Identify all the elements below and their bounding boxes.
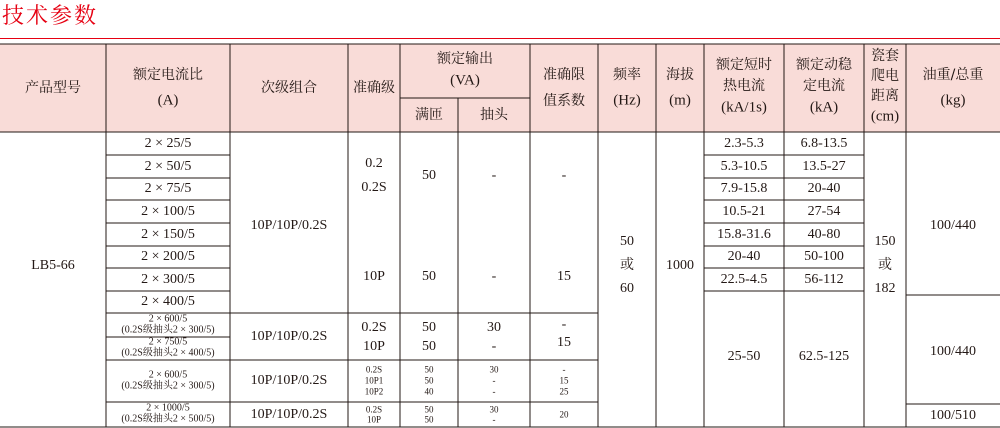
ratio-cell: 2 × 150/5 — [141, 226, 195, 242]
thermal-cell: 5.3-10.5 — [720, 158, 768, 174]
header-ratio: 额定电流比 — [133, 66, 203, 83]
header-alf-2: 值系数 — [543, 92, 585, 109]
header-dynamic-2: 定电流 — [803, 77, 845, 94]
accuracy-cell: 10P — [366, 414, 382, 425]
header-thermal-unit: (kA/1s) — [721, 99, 767, 116]
header-full: 满匝 — [415, 106, 443, 123]
dynamic-cell: 56-112 — [804, 271, 844, 287]
ratio-cell: 2 × 75/5 — [144, 180, 192, 196]
header-accuracy: 准确级 — [353, 79, 395, 96]
dynamic-cell: 13.5-27 — [802, 158, 846, 174]
thermal-cell: 10.5-21 — [722, 203, 766, 219]
combo-cell: 10P/10P/0.2S — [250, 406, 328, 422]
thermal-cell: 20-40 — [727, 248, 761, 264]
header-alf-1: 准确限 — [543, 66, 585, 83]
weight-cell: 100/440 — [930, 217, 976, 233]
alf-cell: - — [561, 316, 567, 332]
combo-cell: 10P/10P/0.2S — [250, 217, 328, 233]
tap-cell: - — [491, 167, 497, 183]
alf-cell: - — [562, 364, 566, 375]
model-cell: LB5-66 — [31, 257, 75, 273]
full-cell: 50 — [424, 414, 434, 425]
accuracy-cell: 10P — [363, 268, 385, 284]
header-creep-1: 瓷套 — [871, 47, 899, 64]
header-output: 额定输出 — [437, 50, 493, 67]
thermal-cell: 7.9-15.8 — [720, 180, 768, 196]
thermal-cell: 25-50 — [727, 348, 761, 364]
dynamic-cell: 6.8-13.5 — [800, 135, 848, 151]
header-freq: 频率 — [613, 66, 641, 83]
full-cell: 50 — [422, 319, 436, 335]
tap-cell: 30 — [487, 319, 501, 335]
tap-cell: - — [491, 338, 497, 354]
header-weight: 油重/总重 — [922, 66, 984, 83]
accuracy-cell: 0.2 — [365, 155, 383, 171]
dynamic-cell: 62.5-125 — [798, 348, 850, 364]
combo-cell: 10P/10P/0.2S — [250, 372, 328, 388]
creepage-cell: 182 — [874, 280, 896, 296]
tap-cell: - — [492, 386, 496, 397]
full-cell: 50 — [422, 268, 436, 284]
alf-cell: - — [561, 167, 567, 183]
alf-cell: 15 — [557, 334, 571, 350]
accuracy-cell: 0.2S — [365, 364, 383, 375]
page-title: 技术参数 — [2, 4, 99, 29]
freq-or: 或 — [620, 256, 634, 273]
header-dynamic-1: 额定动稳 — [796, 56, 852, 73]
thermal-cell: 22.5-4.5 — [720, 271, 768, 287]
header-creep-3: 距离 — [871, 87, 899, 104]
accuracy-cell: 10P1 — [364, 375, 384, 386]
alf-cell: 25 — [559, 386, 569, 397]
altitude-cell: 1000 — [666, 257, 694, 273]
dynamic-cell: 40-80 — [807, 226, 841, 242]
combo-cell: 10P/10P/0.2S — [250, 328, 328, 344]
tap-cell: 30 — [489, 404, 499, 415]
header-creep-2: 爬电 — [871, 67, 899, 84]
header-combo: 次级组合 — [261, 79, 317, 96]
alf-cell: 15 — [557, 268, 571, 284]
ratio-cell: 2 × 100/5 — [141, 203, 195, 219]
dynamic-cell: 20-40 — [807, 180, 841, 196]
full-cell: 50 — [422, 338, 436, 354]
accuracy-cell: 0.2S — [365, 404, 383, 415]
dynamic-cell: 50-100 — [804, 248, 844, 264]
header-weight-unit: (kg) — [940, 92, 966, 109]
header-tap: 抽头 — [480, 106, 508, 123]
tap-cell: - — [491, 268, 497, 284]
creepage-cell: 150 — [874, 233, 896, 249]
ratio-cell: 2 × 200/5 — [141, 248, 195, 264]
header-alt: 海拔 — [666, 66, 694, 83]
accuracy-cell: 10P — [363, 338, 385, 354]
tap-cell: 30 — [489, 364, 499, 375]
header-alt-unit: (m) — [669, 92, 691, 109]
accuracy-cell: 10P2 — [364, 386, 384, 397]
alf-cell: 15 — [559, 375, 569, 386]
weight-cell: 100/510 — [930, 407, 976, 423]
tap-cell: - — [492, 414, 496, 425]
dynamic-cell: 27-54 — [807, 203, 841, 219]
ratio-cell-small: 2 × 750/5 (0.2S级抽头2 × 400/5) — [121, 336, 215, 358]
header-model: 产品型号 — [25, 79, 81, 96]
header-output-unit: (VA) — [450, 72, 480, 89]
header-ratio-unit: (A) — [157, 92, 179, 109]
alf-cell: 20 — [559, 409, 569, 420]
ratio-cell: 2 × 50/5 — [144, 158, 192, 174]
full-cell: 50 — [424, 404, 434, 415]
header-dynamic-unit: (kA) — [809, 99, 839, 116]
accuracy-cell: 0.2S — [361, 319, 387, 335]
creepage-or: 或 — [878, 256, 892, 273]
full-cell: 50 — [424, 375, 434, 386]
freq-cell: 50 — [620, 233, 634, 249]
ratio-cell: 2 × 400/5 — [141, 293, 195, 309]
header-freq-unit: (Hz) — [613, 92, 641, 109]
ratio-cell-small: 2 × 1000/5 (0.2S级抽头2 × 500/5) — [121, 402, 215, 424]
ratio-cell-small: 2 × 600/5 (0.2S级抽头2 × 300/5) — [121, 369, 215, 391]
accuracy-cell: 0.2S — [361, 179, 387, 195]
weight-cell: 100/440 — [930, 343, 976, 359]
thermal-cell: 2.3-5.3 — [724, 135, 764, 151]
ratio-cell-small: 2 × 600/5 (0.2S级抽头2 × 300/5) — [121, 313, 215, 335]
full-cell: 40 — [424, 386, 434, 397]
header-thermal-2: 热电流 — [723, 77, 765, 94]
thermal-cell: 15.8-31.6 — [717, 226, 771, 242]
tap-cell: - — [492, 375, 496, 386]
header-thermal-1: 额定短时 — [716, 56, 772, 73]
header-creep-unit: (cm) — [870, 108, 900, 125]
freq-cell: 60 — [620, 280, 634, 296]
ratio-cell: 2 × 300/5 — [141, 271, 195, 287]
full-cell: 50 — [424, 364, 434, 375]
ratio-cell: 2 × 25/5 — [144, 135, 192, 151]
full-cell: 50 — [422, 167, 436, 183]
